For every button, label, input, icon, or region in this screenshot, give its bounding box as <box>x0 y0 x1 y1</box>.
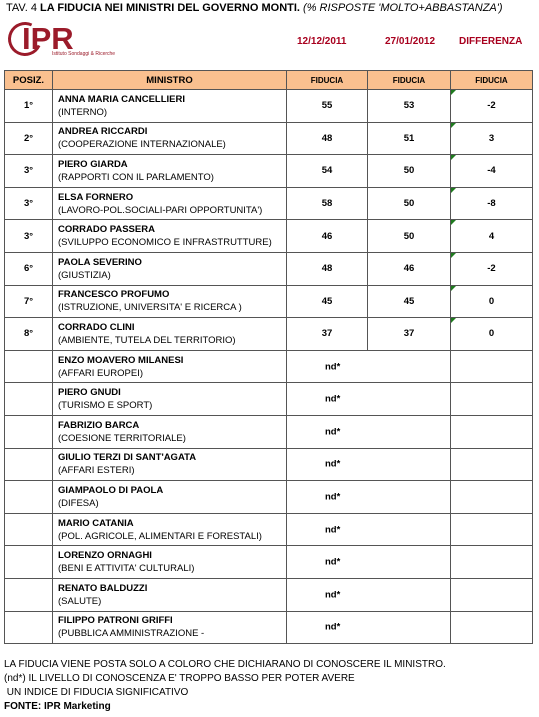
difference-cell: 4 <box>451 220 533 253</box>
position-cell: 1° <box>5 90 53 123</box>
fiducia-dec-cell: 48 <box>287 122 368 155</box>
minister-role: (COESIONE TERRITORIALE) <box>58 432 186 444</box>
nd-value: nd* <box>325 524 341 536</box>
position-cell: 6° <box>5 252 53 285</box>
title-note: (% RISPOSTE 'MOLTO+ABBASTANZA') <box>299 2 503 14</box>
nd-value: nd* <box>325 426 341 438</box>
logo-subtitle: Istituto Sondaggi & Ricerche <box>52 51 116 57</box>
position-cell <box>5 513 53 546</box>
trust-table <box>4 70 533 644</box>
minister-name: PIERO GNUDI <box>58 387 121 399</box>
minister-role: (GIUSTIZIA) <box>58 269 111 281</box>
header-date-2: 27/01/2012 <box>385 36 436 47</box>
minister-role: (RAPPORTI CON IL PARLAMENTO) <box>58 171 214 183</box>
minister-name: RENATO BALDUZZI <box>58 582 148 594</box>
minister-role: (COOPERAZIONE INTERNAZIONALE) <box>58 139 226 151</box>
minister-name: ENZO MOAVERO MILANESI <box>58 354 184 366</box>
difference-cell <box>451 611 533 644</box>
footer-note-2: (nd*) IL LIVELLO DI CONOSCENZA E' TROPPO BASSO PER POTER AVERE <box>4 673 355 684</box>
table-row <box>5 220 533 253</box>
minister-cell <box>53 155 287 188</box>
nd-value: nd* <box>325 589 341 601</box>
fiducia-dec-cell: 48 <box>287 252 368 285</box>
difference-cell <box>451 546 533 579</box>
fiducia-jan-cell: 45 <box>368 285 451 318</box>
position-cell <box>5 350 53 383</box>
col-header-fiducia-3: FIDUCIA <box>451 71 533 90</box>
nd-cell <box>287 546 451 579</box>
difference-cell: 3 <box>451 122 533 155</box>
fiducia-jan-cell: 53 <box>368 90 451 123</box>
difference-cell <box>451 415 533 448</box>
fiducia-jan-cell: 50 <box>368 187 451 220</box>
difference-cell <box>451 448 533 481</box>
position-cell: 2° <box>5 122 53 155</box>
nd-cell <box>287 578 451 611</box>
difference-cell <box>451 350 533 383</box>
minister-role: (ISTRUZIONE, UNIVERSITA' E RICERCA ) <box>58 302 242 314</box>
title-main: LA FIDUCIA NEI MINISTRI DEL GOVERNO MONTI. <box>40 2 300 14</box>
table-row <box>5 252 533 285</box>
minister-name: FABRIZIO BARCA <box>58 419 140 431</box>
position-cell <box>5 415 53 448</box>
minister-name: CORRADO PASSERA <box>58 224 155 236</box>
footer-source: FONTE: IPR Marketing <box>4 701 111 712</box>
minister-cell <box>53 383 287 416</box>
fiducia-dec-cell: 55 <box>287 90 368 123</box>
minister-cell <box>53 318 287 351</box>
minister-role: (SALUTE) <box>58 595 102 607</box>
position-cell <box>5 546 53 579</box>
table-row <box>5 318 533 351</box>
nd-value: nd* <box>325 393 341 405</box>
minister-cell <box>53 481 287 514</box>
position-cell: 3° <box>5 220 53 253</box>
minister-name: FILIPPO PATRONI GRIFFI <box>58 615 173 627</box>
difference-cell <box>451 578 533 611</box>
col-header-position: POSIZ. <box>5 71 53 90</box>
table-row <box>5 187 533 220</box>
fiducia-jan-cell: 51 <box>368 122 451 155</box>
difference-cell <box>451 513 533 546</box>
minister-cell <box>53 350 287 383</box>
minister-role: (AMBIENTE, TUTELA DEL TERRITORIO) <box>58 334 236 346</box>
minister-role: (PUBBLICA AMMINISTRAZIONE - <box>58 628 205 640</box>
table-row-nd <box>5 383 533 416</box>
position-cell <box>5 578 53 611</box>
minister-role: (AFFARI EUROPEI) <box>58 367 143 379</box>
fiducia-dec-cell: 54 <box>287 155 368 188</box>
minister-role: (DIFESA) <box>58 497 99 509</box>
position-cell: 8° <box>5 318 53 351</box>
logo-text: IPR <box>22 21 74 56</box>
table-row-nd <box>5 415 533 448</box>
fiducia-dec-cell: 58 <box>287 187 368 220</box>
minister-name: PIERO GIARDA <box>58 158 128 170</box>
minister-cell <box>53 448 287 481</box>
position-cell <box>5 448 53 481</box>
nd-value: nd* <box>325 556 341 568</box>
table-row <box>5 90 533 123</box>
minister-role: (SVILUPPO ECONOMICO E INFRASTRUTTURE) <box>58 237 272 249</box>
nd-cell <box>287 481 451 514</box>
table-row-nd <box>5 578 533 611</box>
fiducia-dec-cell: 46 <box>287 220 368 253</box>
header-date-1: 12/12/2011 <box>297 36 347 47</box>
difference-cell <box>451 383 533 416</box>
minister-cell <box>53 122 287 155</box>
fiducia-jan-cell: 50 <box>368 220 451 253</box>
difference-cell: -4 <box>451 155 533 188</box>
difference-cell: 0 <box>451 318 533 351</box>
position-cell: 3° <box>5 187 53 220</box>
fiducia-jan-cell: 46 <box>368 252 451 285</box>
minister-cell <box>53 513 287 546</box>
nd-cell <box>287 415 451 448</box>
table-row <box>5 122 533 155</box>
minister-name: CORRADO CLINI <box>58 321 135 333</box>
fiducia-jan-cell: 50 <box>368 155 451 188</box>
minister-name: LORENZO ORNAGHI <box>58 550 152 562</box>
minister-name: GIULIO TERZI DI SANT'AGATA <box>58 452 197 464</box>
position-cell: 7° <box>5 285 53 318</box>
nd-value: nd* <box>325 361 341 373</box>
nd-value: nd* <box>325 458 341 470</box>
table-row-nd <box>5 481 533 514</box>
minister-role: (AFFARI ESTERI) <box>58 465 135 477</box>
fiducia-dec-cell: 45 <box>287 285 368 318</box>
difference-cell: 0 <box>451 285 533 318</box>
nd-cell <box>287 383 451 416</box>
header-difference: DIFFERENZA <box>459 36 523 47</box>
table-row <box>5 155 533 188</box>
nd-cell <box>287 350 451 383</box>
minister-cell <box>53 578 287 611</box>
position-cell <box>5 383 53 416</box>
nd-value: nd* <box>325 621 341 633</box>
fiducia-jan-cell: 37 <box>368 318 451 351</box>
minister-cell <box>53 415 287 448</box>
table-row-nd <box>5 611 533 644</box>
col-header-fiducia-2: FIDUCIA <box>368 71 451 90</box>
table-row-nd <box>5 448 533 481</box>
difference-cell: -2 <box>451 90 533 123</box>
nd-cell <box>287 448 451 481</box>
difference-cell <box>451 481 533 514</box>
minister-role: (BENI E ATTIVITA' CULTURALI) <box>58 563 195 575</box>
minister-name: ANNA MARIA CANCELLIERI <box>58 93 186 105</box>
nd-cell <box>287 513 451 546</box>
minister-role: (LAVORO-POL.SOCIALI-PARI OPPORTUNITA') <box>58 204 263 216</box>
minister-name: PAOLA SEVERINO <box>58 256 142 268</box>
minister-cell <box>53 187 287 220</box>
difference-cell: -8 <box>451 187 533 220</box>
footer-note-1: LA FIDUCIA VIENE POSTA SOLO A COLORO CHE DICHIARANO DI CONOSCERE IL MINISTRO. <box>4 659 446 670</box>
table-title <box>6 2 503 14</box>
minister-name: MARIO CATANIA <box>58 517 134 529</box>
table-row-nd <box>5 546 533 579</box>
minister-name: FRANCESCO PROFUMO <box>58 289 170 301</box>
col-header-fiducia-1: FIDUCIA <box>287 71 368 90</box>
col-header-minister: MINISTRO <box>53 71 287 90</box>
minister-name: ANDREA RICCARDI <box>58 126 148 138</box>
ipr-logo <box>8 19 116 65</box>
difference-cell: -2 <box>451 252 533 285</box>
footer-notes <box>4 658 446 714</box>
position-cell: 3° <box>5 155 53 188</box>
minister-cell <box>53 285 287 318</box>
position-cell <box>5 481 53 514</box>
minister-cell <box>53 611 287 644</box>
minister-role: (POL. AGRICOLE, ALIMENTARI E FORESTALI) <box>58 530 262 542</box>
table-row-nd <box>5 350 533 383</box>
title-prefix: TAV. 4 <box>6 2 41 14</box>
minister-role: (INTERNO) <box>58 106 108 118</box>
position-cell <box>5 611 53 644</box>
minister-role: (TURISMO E SPORT) <box>58 400 153 412</box>
minister-name: ELSA FORNERO <box>58 191 134 203</box>
minister-cell <box>53 252 287 285</box>
table-row <box>5 285 533 318</box>
fiducia-dec-cell: 37 <box>287 318 368 351</box>
minister-name: GIAMPAOLO DI PAOLA <box>58 484 164 496</box>
minister-cell <box>53 220 287 253</box>
nd-cell <box>287 611 451 644</box>
table-header-row <box>5 71 533 90</box>
nd-value: nd* <box>325 491 341 503</box>
table-row-nd <box>5 513 533 546</box>
minister-cell <box>53 546 287 579</box>
footer-note-3: UN INDICE DI FIDUCIA SIGNIFICATIVO <box>4 687 189 698</box>
minister-cell <box>53 90 287 123</box>
